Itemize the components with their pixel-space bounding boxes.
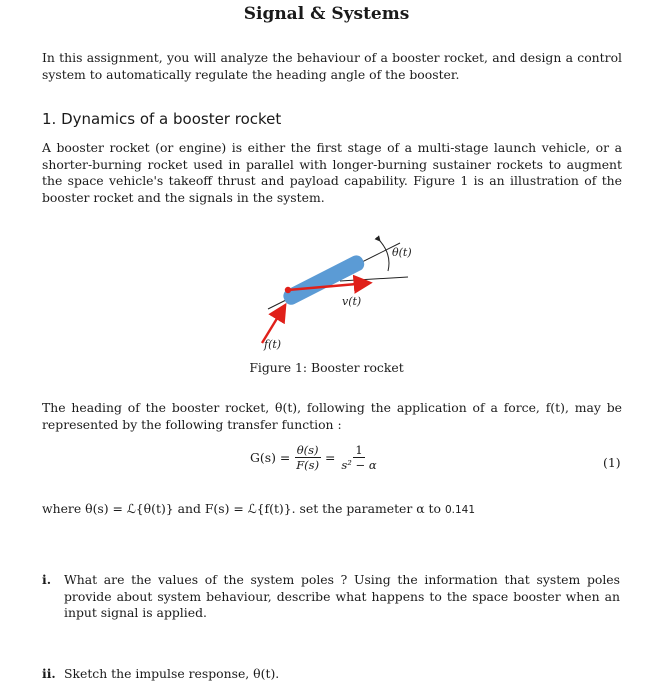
question-2-label: ii.	[42, 666, 56, 681]
transfer-function-equation	[250, 443, 379, 472]
equation-number: (1)	[603, 455, 621, 470]
fraction-numerator-1: θ(s)	[296, 443, 319, 457]
fraction-theta-over-f	[294, 443, 321, 472]
fraction-one-over-poly	[339, 443, 378, 472]
fraction-denominator-1: F(s)	[296, 458, 320, 472]
dynamics-paragraph: A booster rocket (or engine) is either the first stage of a multi-stage launch vehicle, or a shorter-burning rocket used in parallel with longer-burning sustainer rockets to augment the space vehicle's takeoff thrust and payload capability. Figure 1 is an illustration of the booster rocket and the signals in the system.	[42, 140, 622, 205]
section-title: 1. Dynamics of a booster rocket	[42, 110, 282, 128]
question-1-text: What are the values of the system poles ? Using the information that system poles provide about system behaviour, describe what happens to the space booster when an input signal is applied.	[64, 572, 620, 620]
question-2	[42, 666, 279, 683]
fraction-denominator-2: s² − α	[341, 458, 377, 472]
alpha-value: 0.141	[444, 504, 476, 516]
question-2-text: Sketch the impulse response, θ(t).	[64, 666, 280, 681]
label-theta: θ(t)	[392, 246, 412, 259]
label-v: v(t)	[342, 295, 362, 308]
booster-rocket-figure	[240, 225, 430, 360]
equation-lhs: G(s) =	[250, 450, 291, 465]
equation-equals: =	[325, 450, 336, 465]
where-text: where θ(s) = ℒ{θ(t)} and F(s) = ℒ{f(t)}. set the parameter α to	[42, 501, 441, 516]
where-line	[42, 501, 475, 516]
question-1	[42, 572, 622, 622]
fraction-numerator-2: 1	[355, 443, 363, 457]
question-1-label: i.	[42, 572, 52, 587]
figure-caption: Figure 1: Booster rocket	[249, 360, 404, 375]
theta-angle-arc	[380, 241, 389, 271]
document-title: Signal & Systems	[243, 4, 410, 24]
heading-paragraph: The heading of the booster rocket, θ(t), following the application of a force, f(t), may be represented by the following transfer function :	[42, 400, 622, 432]
center-of-mass-dot	[285, 287, 291, 293]
intro-paragraph: In this assignment, you will analyze the behaviour of a booster rocket, and design a control system to automatically regulate the heading angle of the booster.	[42, 50, 622, 82]
horizontal-reference-line	[340, 277, 408, 281]
label-f: f(t)	[264, 338, 282, 351]
